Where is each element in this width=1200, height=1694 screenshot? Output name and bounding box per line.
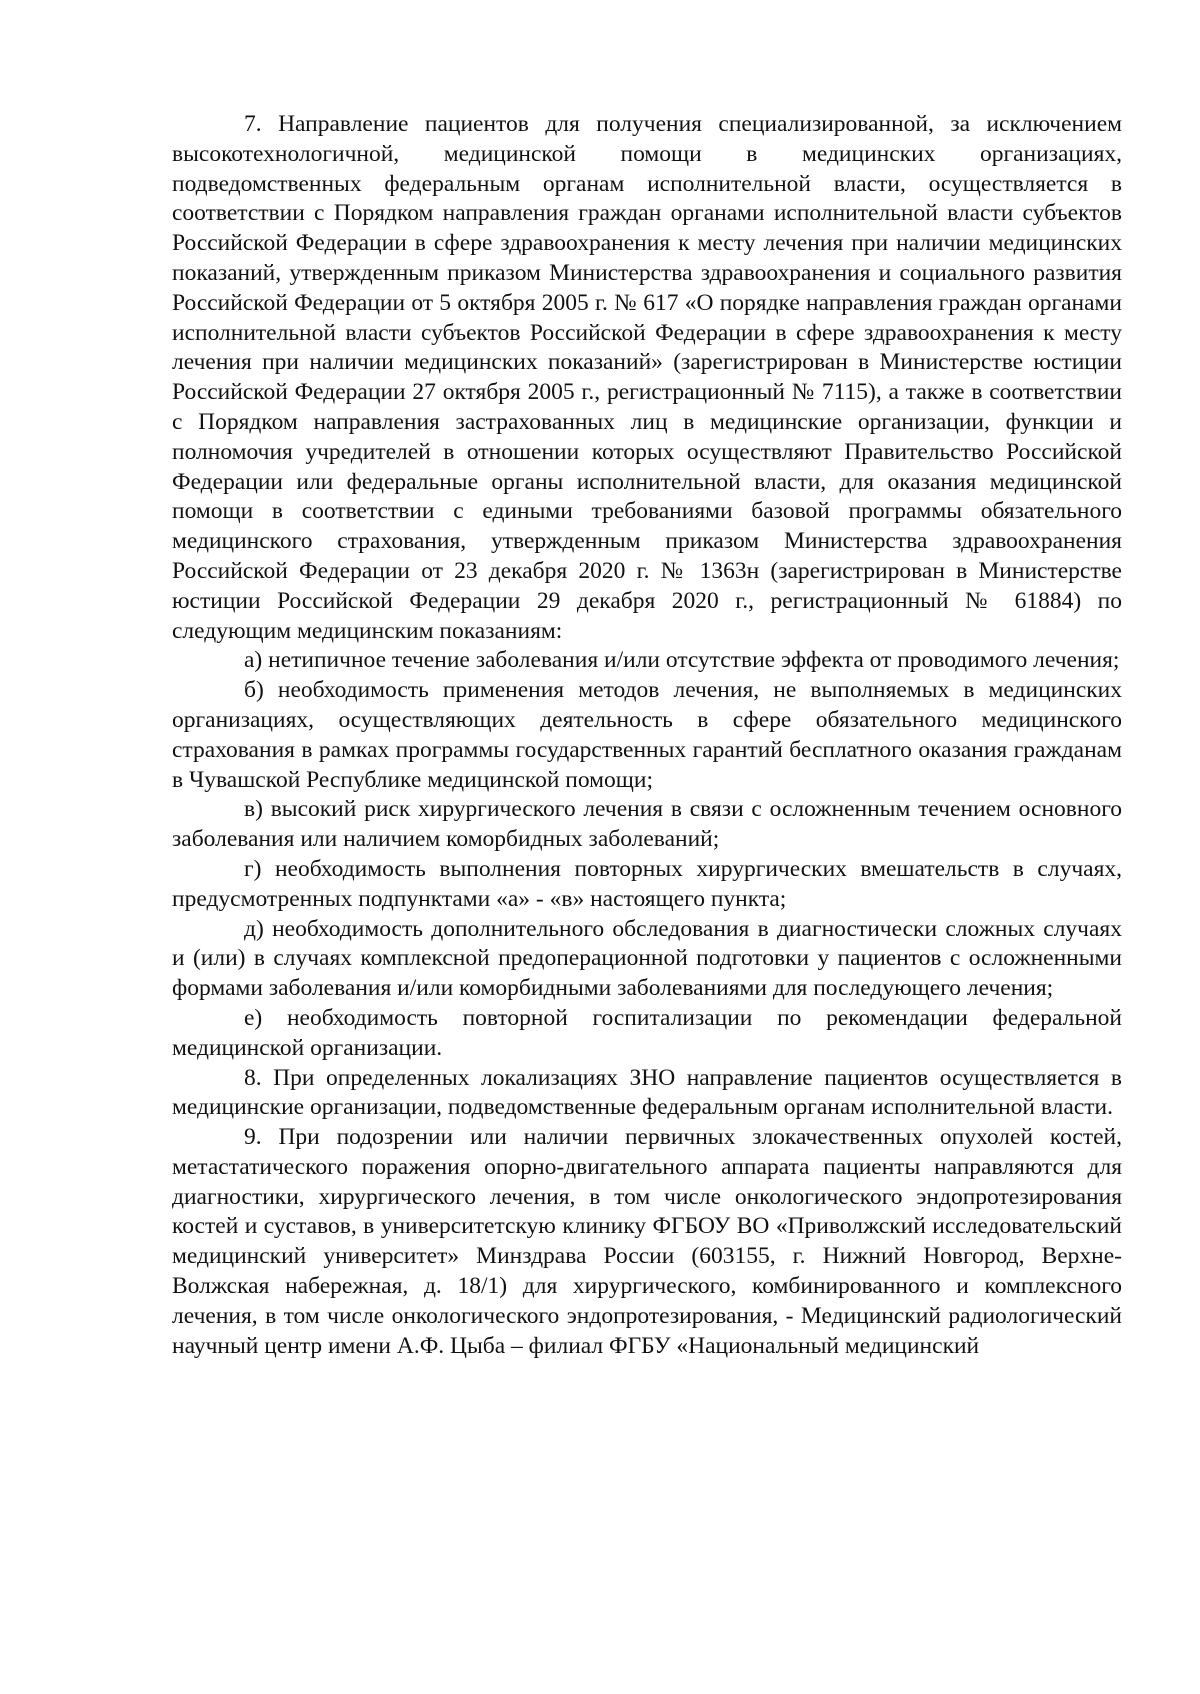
subpoint-e: е) необходимость повторной госпитализации по рекомендации федеральной медицинской организации. — [172, 1004, 1122, 1061]
subpoint-g: г) необходимость выполнения повторных хирургических вмешательств в случаях, предусмотренных подпунктами «а» - «в» настоящего пункта; — [172, 855, 1122, 912]
paragraph-7: 7. Направление пациентов для получения специализированной, за исключением высокотехнологичной, медицинской помощи в медицинских организациях, подведомственных федеральным органам исполнительной власти, осуществляется в соответствии с Порядком направления граждан органами исполнительной власти субъектов Российской Федерации в сфере здравоохранения к месту лечения при наличии медицинских показаний, утвержденным приказом Министерства здравоохранения и социального развития Российской Федерации от 5 октября 2005 г. № 617 «О порядке направления граждан органами исполнительной власти субъектов Российской Федерации в сфере здравоохранения к месту лечения при наличии медицинских показаний» (зарегистрирован в Министерстве юстиции Российской Федерации 27 октября 2005 г., регистрационный № 7115), а также в соответствии с Порядком направления застрахованных лиц в медицинские организации, функции и полномочия учредителей в отношении которых осуществляют Правительство Российской Федерации или федеральные органы исполнительной власти, для оказания медицинской помощи в соответствии с едиными требованиями базовой программы обязательного медицинского страхования, утвержденным приказом Министерства здравоохранения Российской Федерации от 23 декабря 2020 г. № 1363н (зарегистрирован в Министерстве юстиции Российской Федерации 29 декабря 2020 г., регистрационный № 61884) по следующим медицинским показаниям: — [172, 111, 1122, 644]
subpoint-v: в) высокий риск хирургического лечения в связи с осложненным течением основного заболевания или наличием коморбидных заболеваний; — [172, 796, 1122, 853]
paragraph-8: 8. При определенных локализациях ЗНО направление пациентов осуществляется в медицинские организации, подведомственные федеральным органам исполнительной власти. — [172, 1064, 1122, 1121]
subpoint-b: б) необходимость применения методов лечения, не выполняемых в медицинских организациях, осуществляющих деятельность в сфере обязательного медицинского страхования в рамках программы государственных гарантий бесплатного оказания гражданам в Чувашской Республике медицинской помощи; — [172, 677, 1122, 793]
document-body — [172, 110, 1122, 1361]
subpoint-a: а) нетипичное течение заболевания и/или отсутствие эффекта от проводимого лечения; — [244, 647, 1120, 674]
paragraph-9: 9. При подозрении или наличии первичных злокачественных опухолей костей, метастатического поражения опорно-двигательного аппарата пациенты направляются для диагностики, хирургического лечения, в том числе онкологического эндопротезирования костей и суставов, в университетскую клинику ФГБОУ ВО «Приволжский исследовательский медицинский университет» Минздрава России (603155, г. Нижний Новгород, Верхне-Волжская набережная, д. 18/1) для хирургического, комбинированного и комплексного лечения, в том числе онкологического эндопротезирования, - Медицинский радиологический научный центр имени А.Ф. Цыба – филиал ФГБУ «Национальный медицинский — [172, 1124, 1122, 1359]
subpoint-d: д) необходимость дополнительного обследования в диагностически сложных случаях и (или) в случаях комплексной предоперационной подготовки у пациентов с осложненными формами заболевания и/или коморбидными заболеваниями для последующего лечения; — [172, 915, 1122, 1002]
